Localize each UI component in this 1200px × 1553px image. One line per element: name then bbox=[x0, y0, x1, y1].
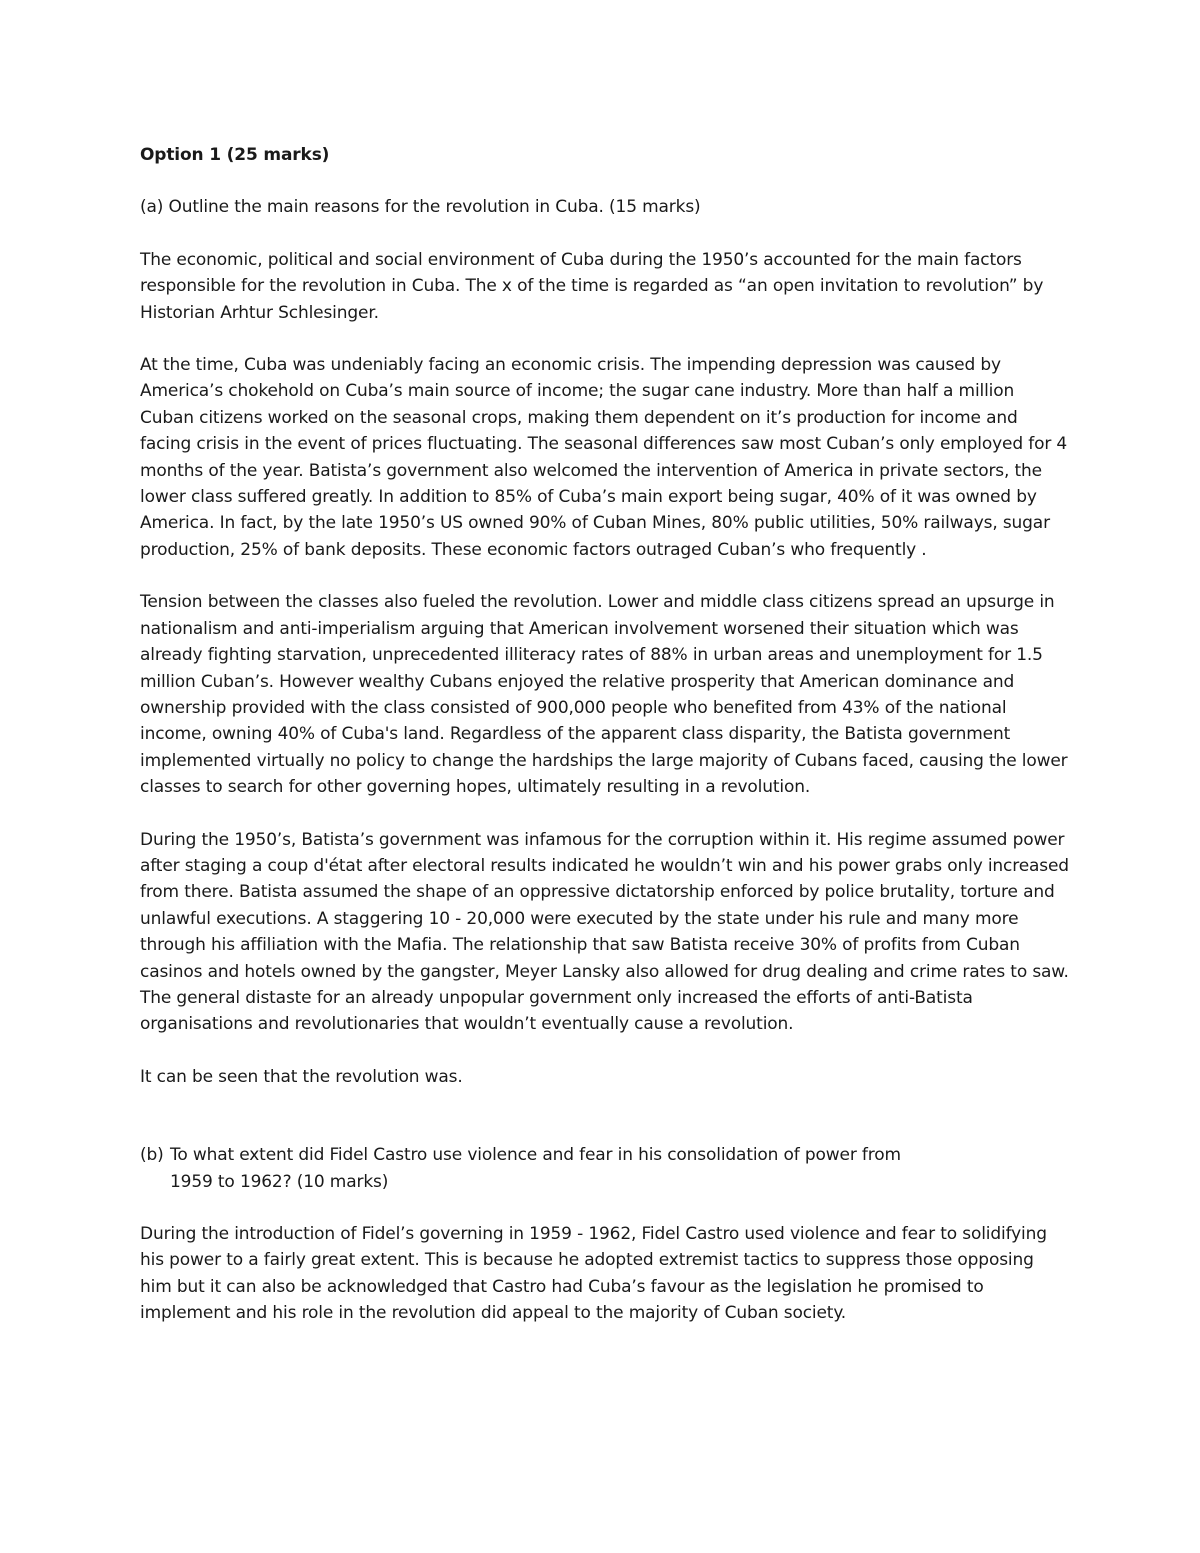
paragraph-b: During the introduction of Fidel’s governing in 1959 - 1962, Fidel Castro used violence and fear to solidifying his power to a fairly great extent. This is because he adopted extremist tactics to suppress those opposing him but it can also be acknowledged that Castro had Cuba’s favour as the legislation he promised to implement and his role in the revolution did appeal to the majority of Cuban society. bbox=[140, 1224, 1047, 1324]
question-b-label: (b) bbox=[140, 1145, 164, 1166]
paragraph-social: Tension between the classes also fueled the revolution. Lower and middle class citizens spread an upsurge in nationalism and anti-imperialism arguing that American involvement worsened their situation which was already fighting starvation, unprecedented illiteracy rates of 88% in urban areas and unemployment for 1.5 million Cuban’s. However wealthy Cubans enjoyed the relative prosperity that American dominance and ownership provided with the class consisted of 900,000 people who benefited from 43% of the national income, owning 40% of Cuba's land. Regardless of the apparent class disparity, the Batista government implemented virtually no policy to change the hardships the large majority of Cubans faced, causing the lower classes to search for other governing hopes, ultimately resulting in a revolution. bbox=[140, 592, 1068, 798]
question-b-text: To what extent did Fidel Castro use violence and fear in his consolidation of power from 1959 to 1962? (10 marks) bbox=[170, 1145, 901, 1192]
paragraph-political: During the 1950’s, Batista’s government was infamous for the corruption within it. His regime assumed power after staging a coup d'état after electoral results indicated he wouldn’t win and his power grabs only increased from there. Batista assumed the shape of an oppressive dictatorship enforced by police brutality, torture and unlawful executions. A staggering 10 - 20,000 were executed by the state under his rule and many more through his affiliation with the Mafia. The relationship that saw Batista receive 30% of profits from Cuban casinos and hotels owned by the gangster, Meyer Lansky also allowed for drug dealing and crime rates to saw. The general distaste for an already unpopular government only increased the efforts of anti-Batista organisations and revolutionaries that wouldn’t eventually cause a revolution. bbox=[140, 829, 1069, 1035]
question-a: (a) Outline the main reasons for the revolution in Cuba. (15 marks) bbox=[140, 197, 701, 218]
question-b bbox=[140, 1142, 1070, 1195]
paragraph-economic: At the time, Cuba was undeniably facing an economic crisis. The impending depression was caused by America’s chokehold on Cuba’s main source of income; the sugar cane industry. More than half a million Cuban citizens worked on the seasonal crops, making them dependent on it’s production for income and facing crisis in the event of prices fluctuating. The seasonal differences saw most Cuban’s only employed for 4 months of the year. Batista’s government also welcomed the intervention of America in private sectors, the lower class suffered greatly. In addition to 85% of Cuba’s main export being sugar, 40% of it was owned by America. In fact, by the late 1950’s US owned 90% of Cuban Mines, 80% public utilities, 50% railways, sugar production, 25% of bank deposits. These economic factors outraged Cuban’s who frequently . bbox=[140, 355, 1068, 560]
conclusion-a: It can be seen that the revolution was. bbox=[140, 1066, 463, 1087]
paragraph-intro: The economic, political and social environment of Cuba during the 1950’s accounted for the main factors responsible for the revolution in Cuba. The x of the time is regarded as “an open invitation to revolution” by Historian Arhtur Schlesinger. bbox=[140, 249, 1044, 323]
document-heading: Option 1 (25 marks) bbox=[140, 145, 330, 165]
